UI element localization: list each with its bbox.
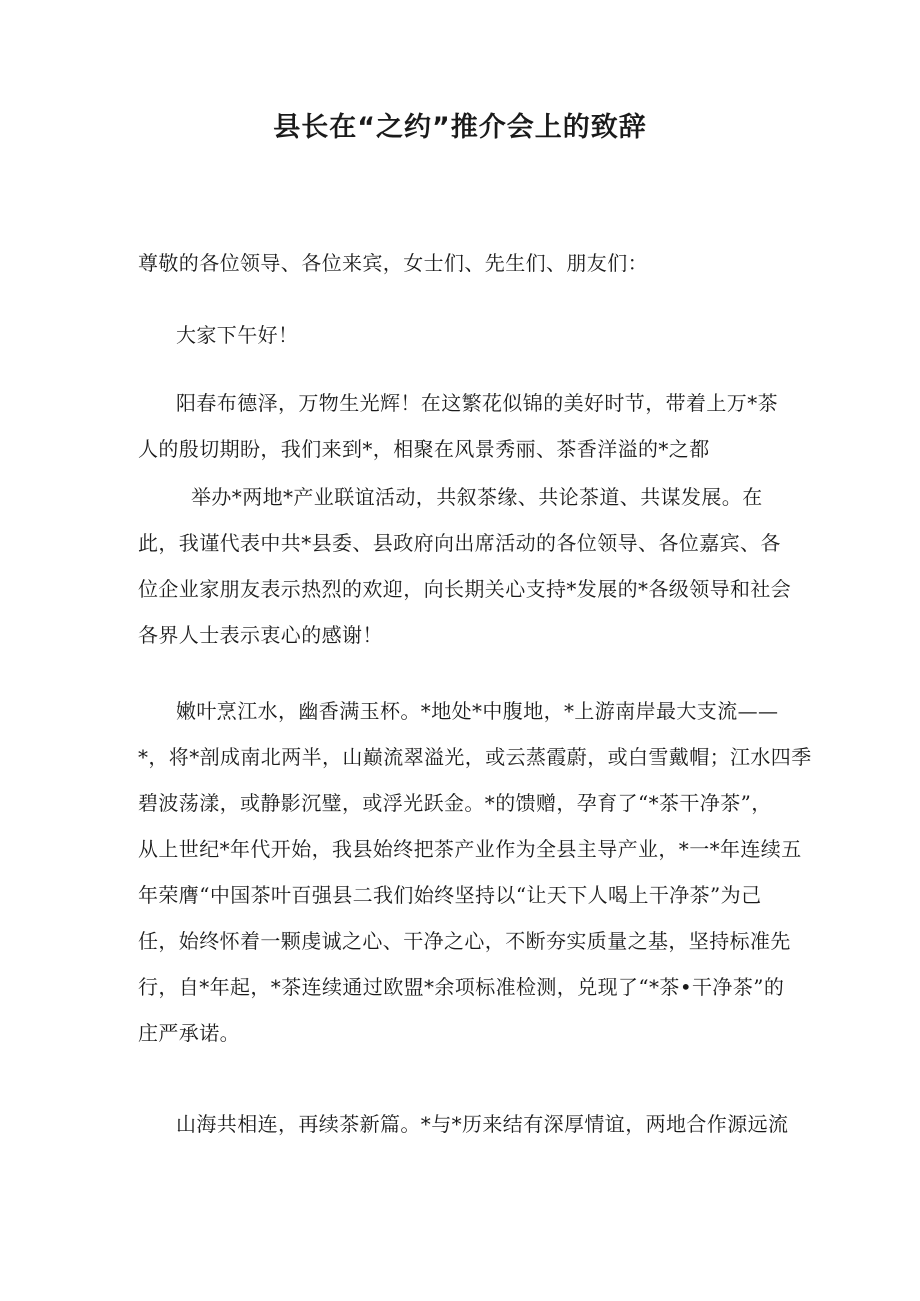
paragraph-line: 年荣膺“中国茶叶百强县二我们始终坚持以“让天下人喝上干净茶”为己 xyxy=(138,883,762,907)
paragraph-line: 此，我谨代表中共*县委、县政府向出席活动的各位领导、各位嘉宾、各 xyxy=(138,531,781,555)
paragraph-line: 任，始终怀着一颗虔诚之心、干净之心，不断夯实质量之基，坚持标准先 xyxy=(138,929,791,953)
greeting xyxy=(176,317,826,353)
paragraph-line: 位企业家朋友表示热烈的欢迎，向长期关心支持*发展的*各级领导和社会 xyxy=(138,577,792,601)
paragraph-line: 庄严承诺。 xyxy=(138,1021,240,1045)
paragraph-line: 碧波荡漾，或静影沉璧，或浮光跃金。*的馈赠，孕育了“*茶干净茶”， xyxy=(138,791,772,815)
salutation-line: 尊敬的各位领导、各位来宾，女士们、先生们、朋友们： xyxy=(138,251,648,275)
paragraph-line: 举办*两地*产业联谊活动，共叙茶缘、共论茶道、共谋发展。在 xyxy=(191,485,763,509)
paragraph-line: 山海共相连，再续茶新篇。*与*历来结有深厚情谊，两地合作源远流 xyxy=(176,1112,789,1136)
paragraph-2 xyxy=(138,479,792,653)
paragraph-4 xyxy=(138,1106,788,1142)
paragraph-line: 从上世纪*年代开始，我县始终把茶产业作为全县主导产业，*一*年连续五 xyxy=(138,837,802,861)
document-title: 县长在“之约”推介会上的致辞 xyxy=(273,112,647,143)
paragraph-line: 各界人士表示衷心的感谢！ xyxy=(138,623,383,647)
paragraph-1 xyxy=(138,385,788,467)
paragraph-line: 行，自*年起，*茶连续通过欧盟*余项标准检测，兑现了“*茶•干净茶”的 xyxy=(138,975,785,999)
paragraph-3 xyxy=(138,693,812,1051)
greeting-line: 大家下午好！ xyxy=(176,323,299,347)
paragraph-line: *，将*剖成南北两半，山巅流翠溢光，或云蒸霞蔚，或白雪戴帽；江水四季 xyxy=(138,745,812,769)
paragraph-line: 人的殷切期盼，我们来到*，相聚在风景秀丽、茶香洋溢的*之都 xyxy=(138,437,710,461)
paragraph-line: 嫩叶烹江水，幽香满玉杯。*地处*中腹地，*上游南岸最大支流—— xyxy=(176,699,779,723)
salutation xyxy=(138,245,788,281)
paragraph-line: 阳春布德泽，万物生光辉！在这繁花似锦的美好时节，带着上万*茶 xyxy=(176,391,778,415)
